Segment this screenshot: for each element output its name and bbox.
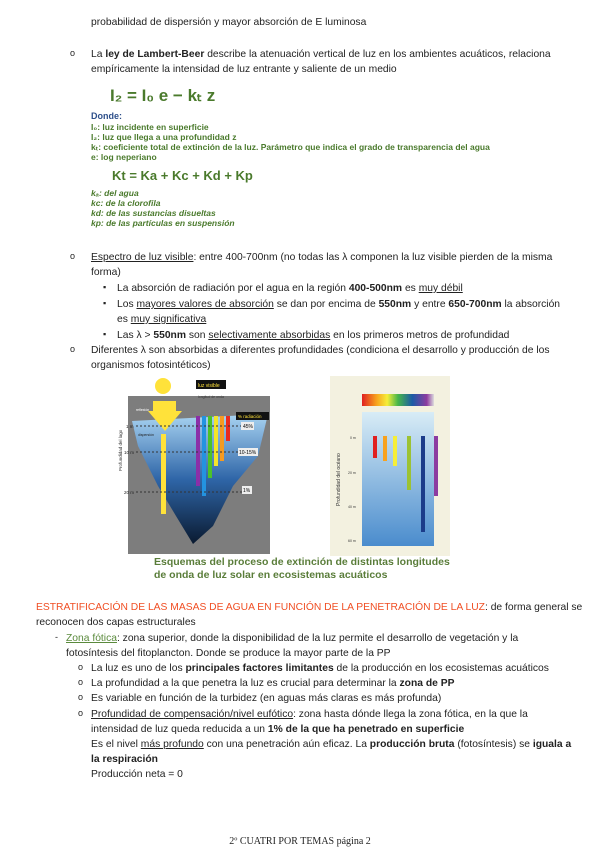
espectro-line1: Espectro de luz visible: entre 400-700nm (no todas las λ componen la luz visible pierden de la misma: [91, 252, 553, 263]
page-footer: 2º CUATRI POR TEMAS página 2: [229, 836, 371, 847]
luz-visible-label: luz visible: [198, 383, 220, 389]
item-4: Profundidad de compensación/nivel eufótico: zona hasta dónde llega la zona fótica, en la que la: [91, 709, 528, 720]
pct-label: 1%: [243, 488, 251, 494]
formula-donde: Donde:: [91, 111, 122, 121]
figure-caption: de onda de luz solar en ecosistemas acuáticos: [154, 569, 388, 581]
kdef: kₐ: del agua: [91, 188, 139, 198]
def: I₀: luz incidente en superficie: [91, 122, 209, 132]
depth-label: 40 m: [348, 505, 356, 509]
dash-bullet-icon: -: [55, 632, 58, 642]
item-3: Es variable en función de la turbidez (en aguas más claras es más profunda): [91, 693, 442, 704]
dispersion-label: dispersión: [138, 433, 154, 437]
bullet-icon: o: [70, 251, 76, 261]
radiacion-label: % radiación: [238, 414, 262, 419]
bullet-icon: o: [78, 677, 84, 687]
kdef: kp: de las partículas en suspensión: [91, 218, 235, 228]
espectro-sub3: Las λ > 550nm son selectivamente absorbidas en los primeros metros de profundidad: [117, 330, 510, 341]
espectro-sub2-line2: es muy significativa: [117, 314, 207, 325]
lambert-line2: empíricamente la intensidad de luz entrante y saliente de un medio: [91, 64, 397, 75]
reflexion-label: reflexión: [136, 408, 150, 412]
def: I₂: luz que llega a una profundidad z: [91, 132, 237, 142]
zona-fotica-line2: fotosíntesis del fitoplancton. Donde se produce la mayor parte de la PP: [66, 648, 391, 659]
lake-light-diagram: [118, 376, 270, 554]
square-bullet-icon: ▪: [103, 298, 107, 308]
item-4-line4: la respiración: [91, 754, 158, 765]
bullet-icon: o: [78, 662, 84, 672]
depth-label: 20 m: [348, 471, 356, 475]
depth-label: 20 m: [124, 490, 135, 495]
depth-label: 60 m: [348, 539, 356, 543]
pct-label: 10-15%: [239, 450, 257, 456]
item-1: La luz es uno de los principales factores limitantes de la producción en los ecosistemas acuáticos: [91, 663, 549, 674]
item-2: La profundidad a la que penetra la luz es crucial para determinar la zona de PP: [91, 678, 455, 689]
kdef: kc: de la clorofila: [91, 198, 161, 208]
item-4-line5: Producción neta = 0: [91, 769, 183, 780]
estrat-line2: reconocen dos capas estructurales: [36, 617, 196, 628]
estrat-heading: ESTRATIFICACIÓN DE LAS MASAS DE AGUA EN FUNCIÓN DE LA PENETRACIÓN DE LA LUZ: de forma general se: [36, 602, 583, 613]
depth-label: 0 m: [350, 436, 356, 440]
bullet-icon: o: [78, 692, 84, 702]
ocean-ylabel: Profundidad del océano: [336, 453, 342, 506]
item-4-line3: Es el nivel más profundo con una penetración aún eficaz. La producción bruta (fotosíntesis) se iguala a: [91, 739, 572, 750]
item-4-line2: intensidad de luz queda reducida a un 1% de la que ha penetrado en superficie: [91, 724, 465, 735]
pct-label: 45%: [243, 424, 254, 430]
lake-ylabel: Profundidad del lago: [118, 429, 123, 471]
espectro-sub1: La absorción de radiación por el agua en la región 400-500nm es muy débil: [117, 283, 463, 294]
depth-label: 1 m: [126, 424, 134, 429]
espectro-sub2: Los mayores valores de absorción se dan por encima de 550nm y entre 650-700nm la absorción: [117, 299, 561, 310]
formula-kt: Kt = Ka + Kc + Kd + Kp: [112, 168, 253, 183]
def: kₜ: coeficiente total de extinción de la luz. Parámetro que indica el grado de transparencia del agua: [91, 142, 490, 152]
espectro-line2: forma): [91, 267, 121, 278]
formula-main: I₂ = I₀ e − kₜ z: [110, 86, 216, 105]
kdef: kd: de las sustancias disueltas: [91, 208, 216, 218]
longitud-label: longitud de onda: [198, 395, 224, 399]
sun-icon: [155, 378, 171, 394]
zona-fotica: Zona fótica: zona superior, donde la disponibilidad de la luz permite el desarrollo de vegetación y la: [66, 633, 519, 644]
bullet-icon: o: [70, 344, 76, 354]
depth-label: 10 m: [124, 450, 135, 455]
ocean-light-diagram: [330, 376, 450, 556]
diferentes-line2: organismos fotosintéticos): [91, 360, 211, 371]
bullet-icon: o: [78, 708, 84, 718]
square-bullet-icon: ▪: [103, 329, 107, 339]
figure-caption: Esquemas del proceso de extinción de distintas longitudes: [154, 556, 450, 568]
lambert-paragraph: La ley de Lambert-Beer describe la atenuación vertical de luz en los ambientes acuáticos, relaciona: [91, 49, 551, 60]
diferentes-line1: Diferentes λ son absorbidas a diferentes profundidades (condiciona el desarrollo y producción de los: [91, 345, 550, 356]
square-bullet-icon: ▪: [103, 282, 107, 292]
intro-line: probabilidad de dispersión y mayor absorción de E luminosa: [91, 17, 367, 28]
def: e: log neperiano: [91, 152, 157, 162]
bullet-icon: o: [70, 48, 76, 58]
